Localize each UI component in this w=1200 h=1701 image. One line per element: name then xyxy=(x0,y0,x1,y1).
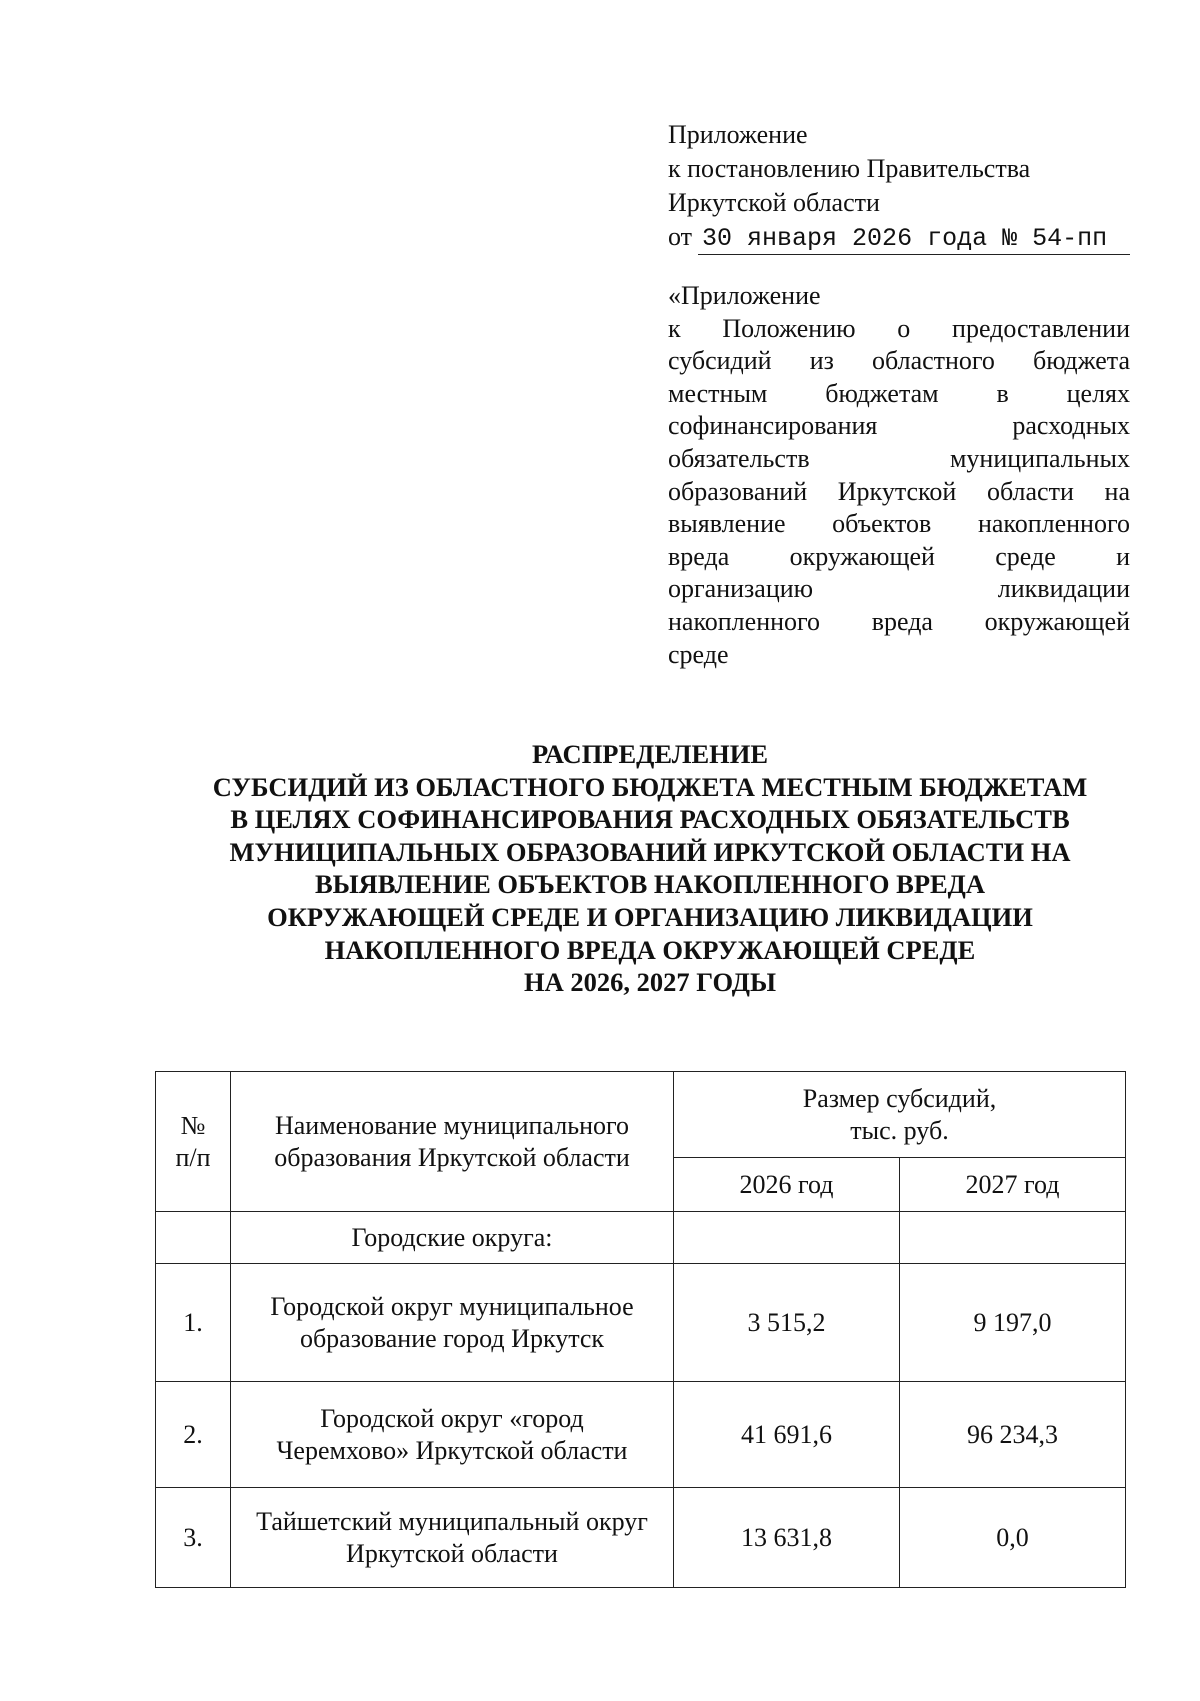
regulation-appendix-block xyxy=(668,280,1130,671)
title-line: РАСПРЕДЕЛЕНИЕ xyxy=(531,739,769,769)
row-value-2027: 9 197,0 xyxy=(900,1264,1126,1382)
title-line: НАКОПЛЕННОГО ВРЕДА ОКРУЖАЮЩЕЙ СРЕДЕ xyxy=(324,934,976,965)
table-row xyxy=(156,1382,1126,1488)
row-number: 2. xyxy=(156,1382,231,1488)
title-line: СУБСИДИЙ ИЗ ОБЛАСТНОГО БЮДЖЕТА МЕСТНЫМ БЮДЖЕТАМ xyxy=(212,771,1088,802)
row-municipality-name: Городской округ муниципальное образование город Иркутск xyxy=(231,1264,674,1382)
header-year-2026: 2026 год xyxy=(674,1158,900,1212)
header-municipality-name: Наименование муниципального образования Иркутской области xyxy=(231,1072,674,1212)
row-municipality-name: Тайшетский муниципальный округ Иркутской области xyxy=(231,1488,674,1588)
row-number: 3. xyxy=(156,1488,231,1588)
appendix-title: Приложение xyxy=(668,120,808,149)
section-empty-cell xyxy=(900,1212,1126,1264)
regulation-line: местным бюджетам в целях xyxy=(668,378,1130,408)
regulation-line: «Приложение xyxy=(668,281,821,310)
title-line: ОКРУЖАЮЩЕЙ СРЕДЕ И ОРГАНИЗАЦИЮ ЛИКВИДАЦИИ xyxy=(267,901,1033,932)
section-number-cell xyxy=(156,1212,231,1264)
row-value-2027: 0,0 xyxy=(900,1488,1126,1588)
table-row xyxy=(156,1264,1126,1382)
decree-date-prefix: от xyxy=(668,222,693,251)
table-section-row xyxy=(156,1212,1126,1264)
regulation-line: субсидий из областного бюджета xyxy=(668,346,1130,376)
decree-date-row xyxy=(668,220,1130,255)
regulation-line: к Положению о предоставлении xyxy=(668,313,1130,343)
section-empty-cell xyxy=(674,1212,900,1264)
appendix-region-line: Иркутской области xyxy=(668,188,880,217)
table-header-row xyxy=(156,1072,1126,1158)
title-line: В ЦЕЛЯХ СОФИНАНСИРОВАНИЯ РАСХОДНЫХ ОБЯЗАТЕЛЬСТВ xyxy=(230,804,1070,835)
header-year-2027: 2027 год xyxy=(900,1158,1126,1212)
row-number: 1. xyxy=(156,1264,231,1382)
title-line: МУНИЦИПАЛЬНЫХ ОБРАЗОВАНИЙ ИРКУТСКОЙ ОБЛАСТИ НА xyxy=(229,836,1071,867)
section-label: Городские округа: xyxy=(231,1212,674,1264)
appendix-block xyxy=(668,118,1130,255)
regulation-line: образований Иркутской области на xyxy=(668,476,1130,506)
table-row xyxy=(156,1488,1126,1588)
decree-date-number: 30 января 2026 года № 54-пп xyxy=(698,224,1130,255)
title-line: ВЫЯВЛЕНИЕ ОБЪЕКТОВ НАКОПЛЕННОГО ВРЕДА xyxy=(314,869,986,900)
regulation-line: обязательств муниципальных xyxy=(668,443,1130,473)
regulation-line: среде xyxy=(668,639,729,669)
header-subsidy-size: Размер субсидий, тыс. руб. xyxy=(674,1072,1126,1158)
regulation-line: софинансирования расходных xyxy=(668,411,1130,441)
document-title xyxy=(150,738,1150,999)
regulation-line: вреда окружающей среде и xyxy=(668,541,1130,571)
row-value-2026: 13 631,8 xyxy=(674,1488,900,1588)
row-value-2026: 41 691,6 xyxy=(674,1382,900,1488)
header-number: № п/п xyxy=(156,1072,231,1212)
row-municipality-name: Городской округ «город Черемхово» Иркутской области xyxy=(231,1382,674,1488)
appendix-decree-line: к постановлению Правительства xyxy=(668,154,1031,183)
subsidies-table xyxy=(155,1071,1126,1588)
regulation-line: организацию ликвидации xyxy=(668,574,1130,604)
regulation-line: накопленного вреда окружающей xyxy=(668,606,1130,636)
row-value-2027: 96 234,3 xyxy=(900,1382,1126,1488)
row-value-2026: 3 515,2 xyxy=(674,1264,900,1382)
title-line: НА 2026, 2027 ГОДЫ xyxy=(524,967,776,998)
regulation-line: выявление объектов накопленного xyxy=(668,509,1130,539)
